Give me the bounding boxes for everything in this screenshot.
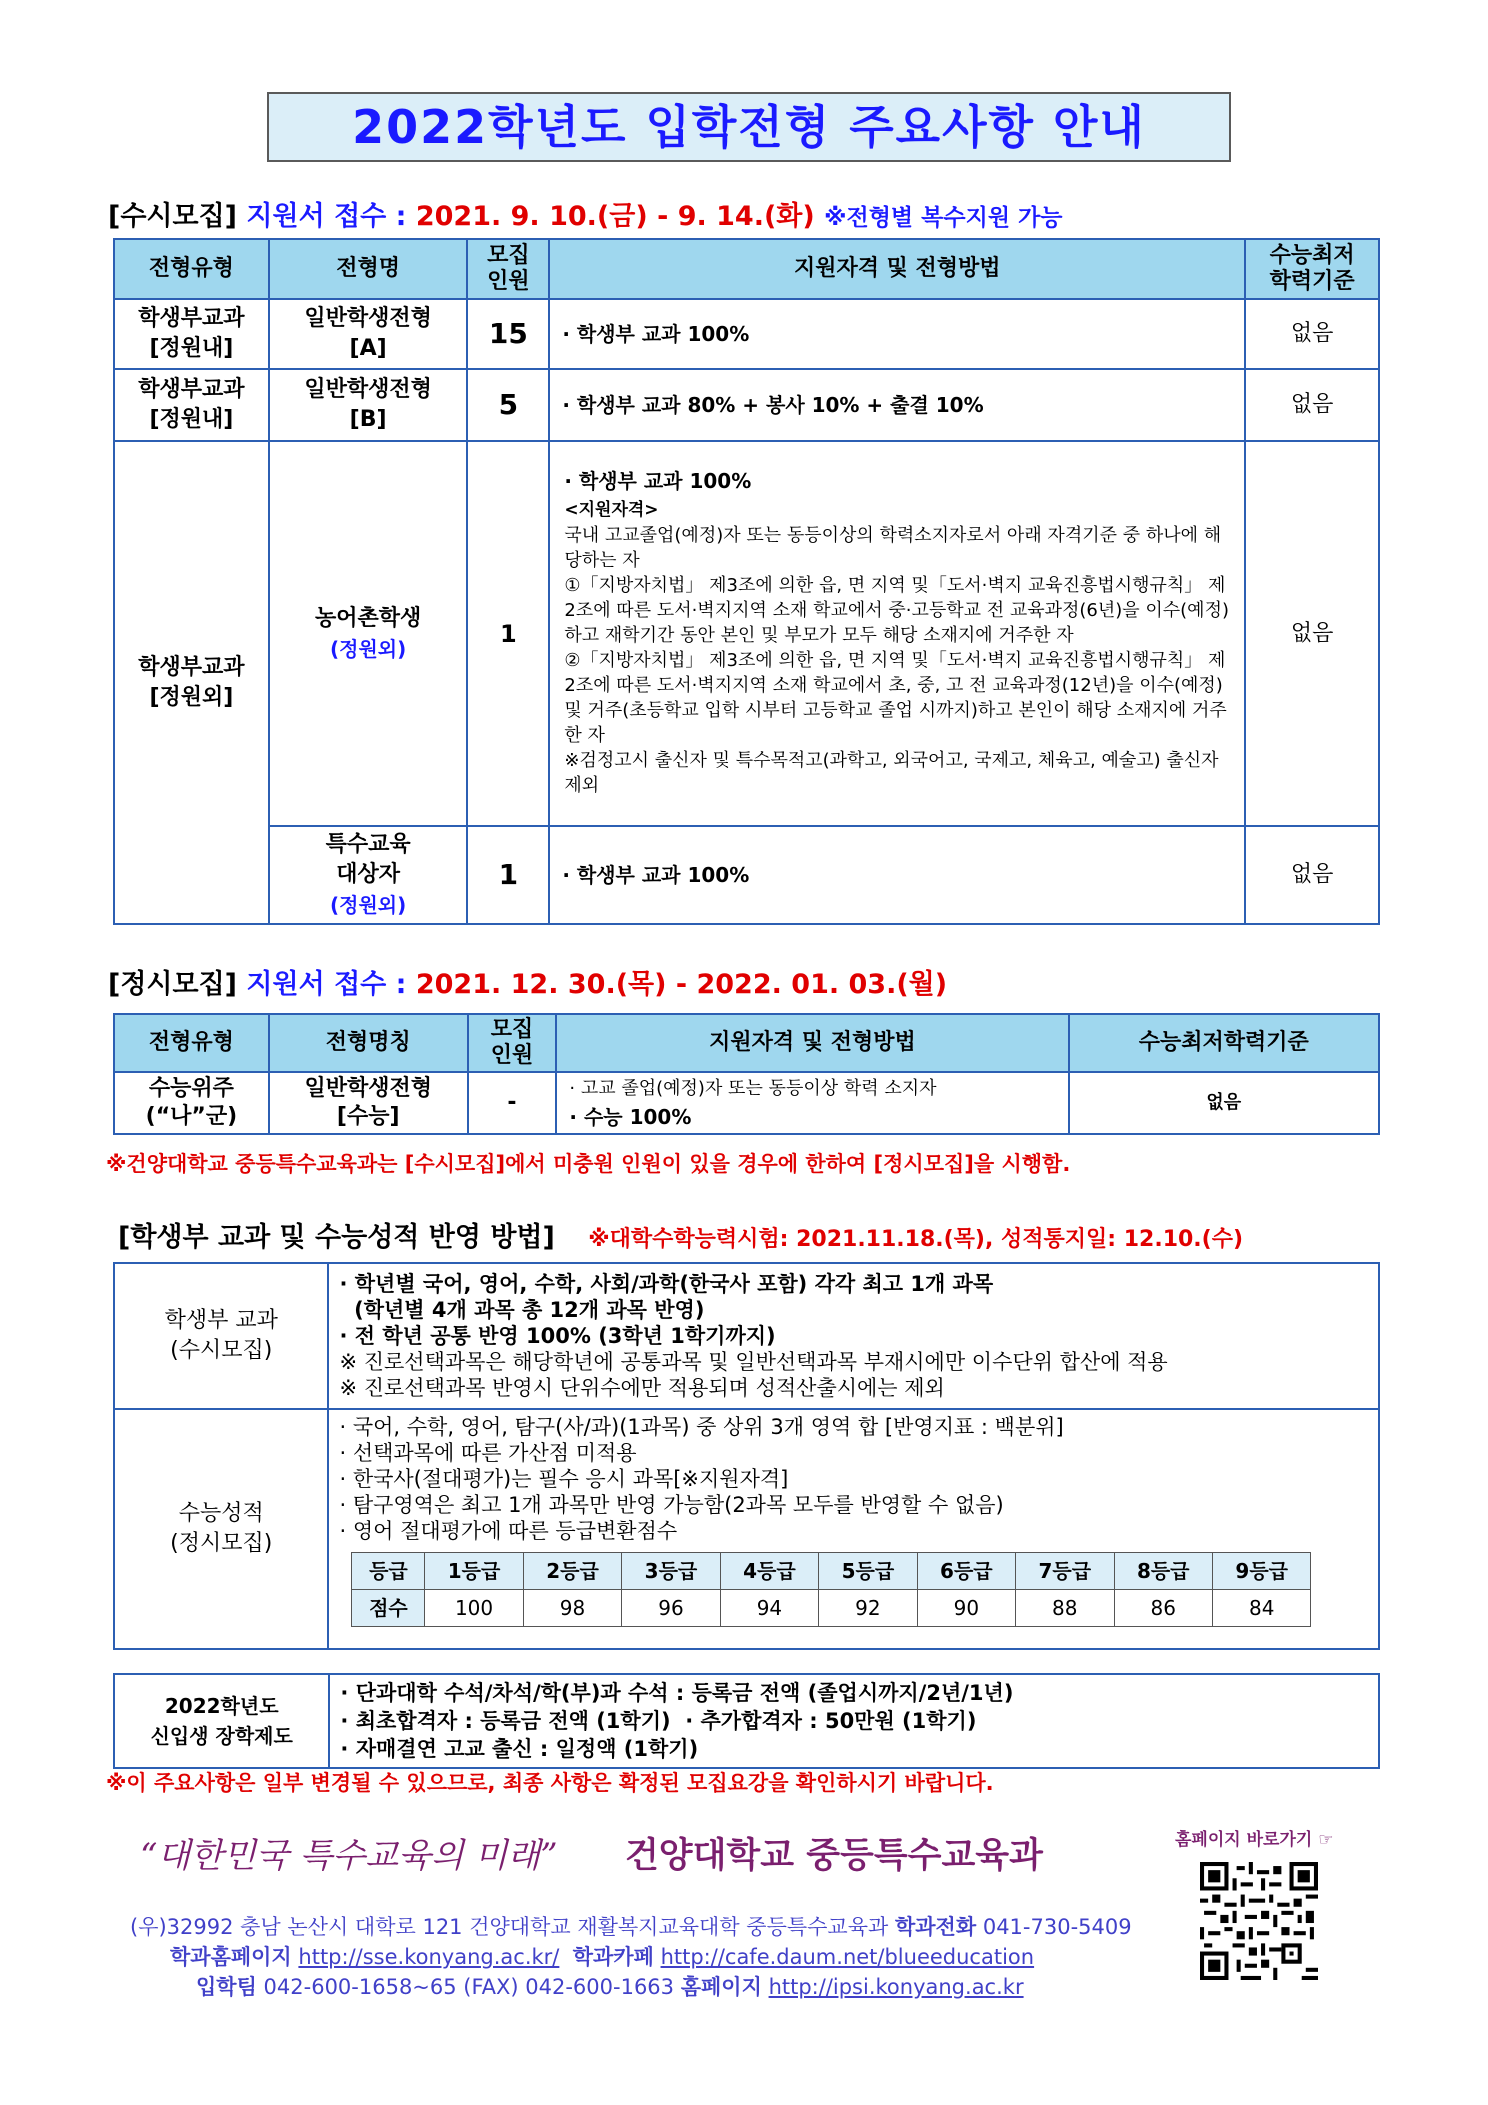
- score-cell: 94: [720, 1590, 818, 1627]
- table-row: [114, 369, 1379, 441]
- csat-sub: (정시모집): [170, 1531, 273, 1556]
- list-item: · 한국사(절대평가)는 필수 응시 과목[※지원자격]: [339, 1467, 789, 1491]
- score-cell: 92: [819, 1590, 917, 1627]
- grade-row: [352, 1553, 1311, 1590]
- count-cell: -: [468, 1072, 557, 1134]
- qual-exclusion: ※검정고시 출신자 및 특수목적고(과학고, 외국어고, 국제고, 체육고, 예술고) 출신자 제외: [564, 750, 1219, 796]
- list-item: ※ 진로선택과목은 해당학년에 공통과목 및 일반선택과목 부재시에만 이수단위 합산에 적용: [339, 1350, 1168, 1374]
- jeongsi-label: [정시모집]: [108, 969, 238, 1000]
- name-sub: (정원외): [329, 636, 407, 661]
- method-main: · 학생부 교과 100%: [564, 469, 752, 493]
- count-cell: 1: [467, 826, 549, 924]
- jeongsi-table: [113, 1013, 1380, 1135]
- qual-item-1: ①「지방자치법」 제3조에 의한 읍, 면 지역 및「도서·벽지 교육진흥법시행규칙」 제2조에 따른 도서·벽지지역 소재 학교에서 중·고등학교 전 교육과정(6년)을 이수(예정)하고 재학기간 동안 본인 및 부모가 모두 해당 소재지에 거주한 자: [564, 575, 1229, 646]
- susi-section-heading: [108, 194, 1062, 233]
- phone-label: 학과전화: [894, 1915, 977, 1939]
- grade-cell: 8등급: [1114, 1553, 1212, 1590]
- list-item: · 학년별 국어, 영어, 수학, 사회/과학(한국사 포함) 각각 최고 1개 과목: [339, 1272, 994, 1296]
- method-cell: [549, 441, 1245, 826]
- admissions-hp-link[interactable]: http://ipsi.konyang.ac.kr: [768, 1975, 1024, 1999]
- type-sub: (“나”군): [145, 1104, 238, 1129]
- dept-name: 건양대학교 중등특수교육과: [625, 1836, 1043, 1876]
- min-cell: 없음: [1069, 1072, 1379, 1134]
- list-item: · 단과대학 수석/차석/학(부)과 수석 : 등록금 전액 (졸업시까지/2년/1년): [340, 1681, 1014, 1705]
- scholarship-title-2: 신입생 장학제도: [150, 1724, 293, 1748]
- type-cell: 수능위주: [148, 1076, 234, 1101]
- method-label: [학생부 교과 및 수능성적 반영 방법]: [118, 1222, 555, 1253]
- col-header-name: 전형명: [269, 239, 468, 299]
- type-cell: 학생부교과: [138, 306, 245, 331]
- name-sub: [B]: [349, 407, 387, 432]
- grade-cell: 1등급: [425, 1553, 523, 1590]
- grade-cell: 3등급: [622, 1553, 720, 1590]
- type-cell: 학생부교과: [138, 377, 245, 402]
- table-row: [114, 826, 1379, 924]
- grade-cell: 5등급: [819, 1553, 917, 1590]
- type-sub: [정원내]: [149, 407, 234, 432]
- table-row: [114, 1263, 1379, 1409]
- grade-cell: 9등급: [1212, 1553, 1311, 1590]
- score-header: 점수: [352, 1590, 425, 1627]
- phone: 041-730-5409: [982, 1915, 1132, 1939]
- col-header-name: 전형명칭: [269, 1014, 468, 1072]
- susi-dates: 2021. 9. 10.(금) - 9. 14.(화): [415, 201, 815, 232]
- homepage-shortcut-link[interactable]: 홈페이지 바로가기 ☞: [1175, 1830, 1334, 1850]
- disclaimer: ※이 주요사항은 일부 변경될 수 있으므로, 최종 사항은 확정된 모집요강을 확인하시기 바랍니다.: [106, 1771, 994, 1795]
- address-line: [130, 1911, 1132, 1941]
- method-cell: · 학생부 교과 100%: [549, 299, 1245, 369]
- exam-note: ※대학수학능력시험: 2021.11.18.(목), 성적통지일: 12.10.(수): [588, 1227, 1244, 1252]
- page-title: 2022학년도 입학전형 주요사항 안내: [267, 92, 1231, 162]
- col-header-count: 모집 인원: [467, 239, 549, 299]
- susi-header-row: [114, 239, 1379, 299]
- col-header-type: 전형유형: [114, 239, 269, 299]
- method-cell: · 학생부 교과 80% + 봉사 10% + 출결 10%: [549, 369, 1245, 441]
- score-cell: 96: [622, 1590, 720, 1627]
- list-item: · 자매결연 고교 출신 : 일정액 (1학기): [340, 1737, 699, 1761]
- grade-cell: 7등급: [1016, 1553, 1114, 1590]
- jeongsi-header-row: [114, 1014, 1379, 1072]
- csat-list: [328, 1409, 1379, 1649]
- col-header-method: 지원자격 및 전형방법: [549, 239, 1245, 299]
- method-line-1: · 고교 졸업(예정)자 또는 동등이상 학력 소지자: [569, 1078, 937, 1099]
- record-list: [328, 1263, 1379, 1409]
- slogan: “대한민국 특수교육의 미래”: [140, 1836, 558, 1876]
- address: (우)32992 충남 논산시 대학로 121 건양대학교 재활복지교육대학 중등특수교육과: [130, 1915, 889, 1939]
- score-cell: 86: [1114, 1590, 1212, 1627]
- count-cell: 15: [467, 299, 549, 369]
- count-cell: 5: [467, 369, 549, 441]
- method-section-heading: [118, 1215, 1243, 1254]
- record-sub: (수시모집): [170, 1338, 273, 1363]
- table-row: [114, 1674, 1379, 1768]
- min-cell: 없음: [1245, 299, 1379, 369]
- score-row: [352, 1590, 1311, 1627]
- method-cell: [556, 1072, 1068, 1134]
- admissions-hp-label: 홈페이지: [680, 1975, 762, 1999]
- cafe-link[interactable]: http://cafe.daum.net/blueeducation: [660, 1945, 1035, 1969]
- count-cell: 1: [467, 441, 549, 826]
- table-row: [114, 1409, 1379, 1649]
- scholarship-table: [113, 1673, 1380, 1769]
- name-sub: [수능]: [336, 1104, 400, 1129]
- score-cell: 100: [425, 1590, 523, 1627]
- name-cell: 농어촌학생: [314, 605, 422, 631]
- type-cell: 학생부교과: [138, 654, 245, 680]
- csat-title: 수능성적: [178, 1501, 264, 1526]
- col-header-count: 모집 인원: [468, 1014, 557, 1072]
- method-line-2: · 수능 100%: [569, 1105, 692, 1129]
- list-item: · 탐구영역은 최고 1개 과목만 반영 가능함(2과목 모두를 반영할 수 없음): [339, 1493, 1004, 1517]
- links-line: [170, 1941, 1034, 1971]
- list-item: · 국어, 수학, 영어, 탐구(사/과)(1과목) 중 상위 3개 영역 합 [반영지표 : 백분위]: [339, 1415, 1064, 1439]
- name-cell-2: 대상자: [336, 862, 400, 887]
- name-cell: 특수교육: [325, 832, 411, 857]
- grade-cell: 6등급: [917, 1553, 1015, 1590]
- jeongsi-dates: 2021. 12. 30.(목) - 2022. 01. 03.(월): [415, 969, 948, 1000]
- admissions-phone: 042-600-1658~65 (FAX) 042-600-1663: [263, 1975, 675, 1999]
- hp-label: 학과홈페이지: [170, 1945, 292, 1969]
- name-cell: 일반학생전형: [304, 306, 432, 331]
- table-row: [114, 1072, 1379, 1134]
- scholarship-list: [329, 1674, 1379, 1768]
- admissions-line: [196, 1971, 1024, 2001]
- col-header-min: 수능최저학력기준: [1069, 1014, 1379, 1072]
- grade-cell: 2등급: [523, 1553, 621, 1590]
- qual-title: <지원자격>: [564, 500, 659, 520]
- score-cell: 84: [1212, 1590, 1311, 1627]
- reflection-table: [113, 1262, 1380, 1650]
- grade-cell: 4등급: [720, 1553, 818, 1590]
- record-title: 학생부 교과: [164, 1308, 278, 1333]
- list-item: · 선택과목에 따른 가산점 미적용: [339, 1441, 637, 1465]
- qual-intro: 국내 고교졸업(예정)자 또는 동등이상의 학력소지자로서 아래 자격기준 중 하나에 해당하는 자: [564, 525, 1222, 571]
- type-sub: [정원외]: [149, 684, 234, 710]
- score-cell: 88: [1016, 1590, 1114, 1627]
- hp-link[interactable]: http://sse.konyang.ac.kr/: [298, 1945, 560, 1969]
- name-cell: 일반학생전형: [304, 377, 432, 402]
- qr-code-icon[interactable]: [1200, 1862, 1318, 1980]
- col-header-min: 수능최저 학력기준: [1245, 239, 1379, 299]
- score-cell: 98: [523, 1590, 621, 1627]
- admissions-label: 입학팀: [196, 1975, 257, 1999]
- table-row: [114, 299, 1379, 369]
- susi-note: ※전형별 복수지원 가능: [824, 205, 1063, 231]
- type-sub: [정원내]: [149, 336, 234, 361]
- jeongsi-section-heading: [108, 962, 947, 1001]
- table-row: [114, 441, 1379, 826]
- grade-header: 등급: [352, 1553, 425, 1590]
- min-cell: 없음: [1245, 441, 1379, 826]
- min-cell: 없음: [1245, 369, 1379, 441]
- susi-table: [113, 238, 1380, 925]
- col-header-type: 전형유형: [114, 1014, 269, 1072]
- jeongsi-note: ※건양대학교 중등특수교육과는 [수시모집]에서 미충원 인원이 있을 경우에 한하여 [정시모집]을 시행함.: [106, 1152, 1071, 1176]
- susi-apply-label: 지원서 접수 :: [246, 201, 407, 232]
- col-header-method: 지원자격 및 전형방법: [556, 1014, 1068, 1072]
- jeongsi-apply-label: 지원서 접수 :: [246, 969, 407, 1000]
- qual-item-2: ②「지방자치법」 제3조에 의한 읍, 면 지역 및「도서·벽지 교육진흥법시행규칙」 제2조에 따른 도서·벽지지역 소재 학교에서 초, 중, 고 전 교육과정(12년)을 이수(예정) 및 거주(초등학교 입학 시부터 고등학교 졸업 시까지)하고 본인이 해당 소재지에 거주한 자: [564, 650, 1227, 746]
- list-item: · 전 학년 공통 반영 100% (3학년 1학기까지): [339, 1324, 776, 1348]
- list-item: · 영어 절대평가에 따른 등급변환점수: [339, 1519, 678, 1543]
- method-cell: · 학생부 교과 100%: [549, 826, 1245, 924]
- cafe-label: 학과카페: [572, 1945, 654, 1969]
- list-item: (학년별 4개 과목 총 12개 과목 반영): [339, 1298, 705, 1322]
- scholarship-title: 2022학년도: [164, 1694, 279, 1718]
- grade-table: [351, 1552, 1311, 1627]
- list-item: · 최초합격자 : 등록금 전액 (1학기) · 추가합격자 : 50만원 (1학기): [340, 1709, 977, 1733]
- name-sub: (정원외): [329, 893, 407, 917]
- name-cell: 일반학생전형: [304, 1076, 432, 1101]
- name-sub: [A]: [349, 336, 387, 361]
- list-item: ※ 진로선택과목 반영시 단위수에만 적용되며 성적산출시에는 제외: [339, 1376, 945, 1400]
- score-cell: 90: [917, 1590, 1015, 1627]
- min-cell: 없음: [1245, 826, 1379, 924]
- susi-label: [수시모집]: [108, 201, 238, 232]
